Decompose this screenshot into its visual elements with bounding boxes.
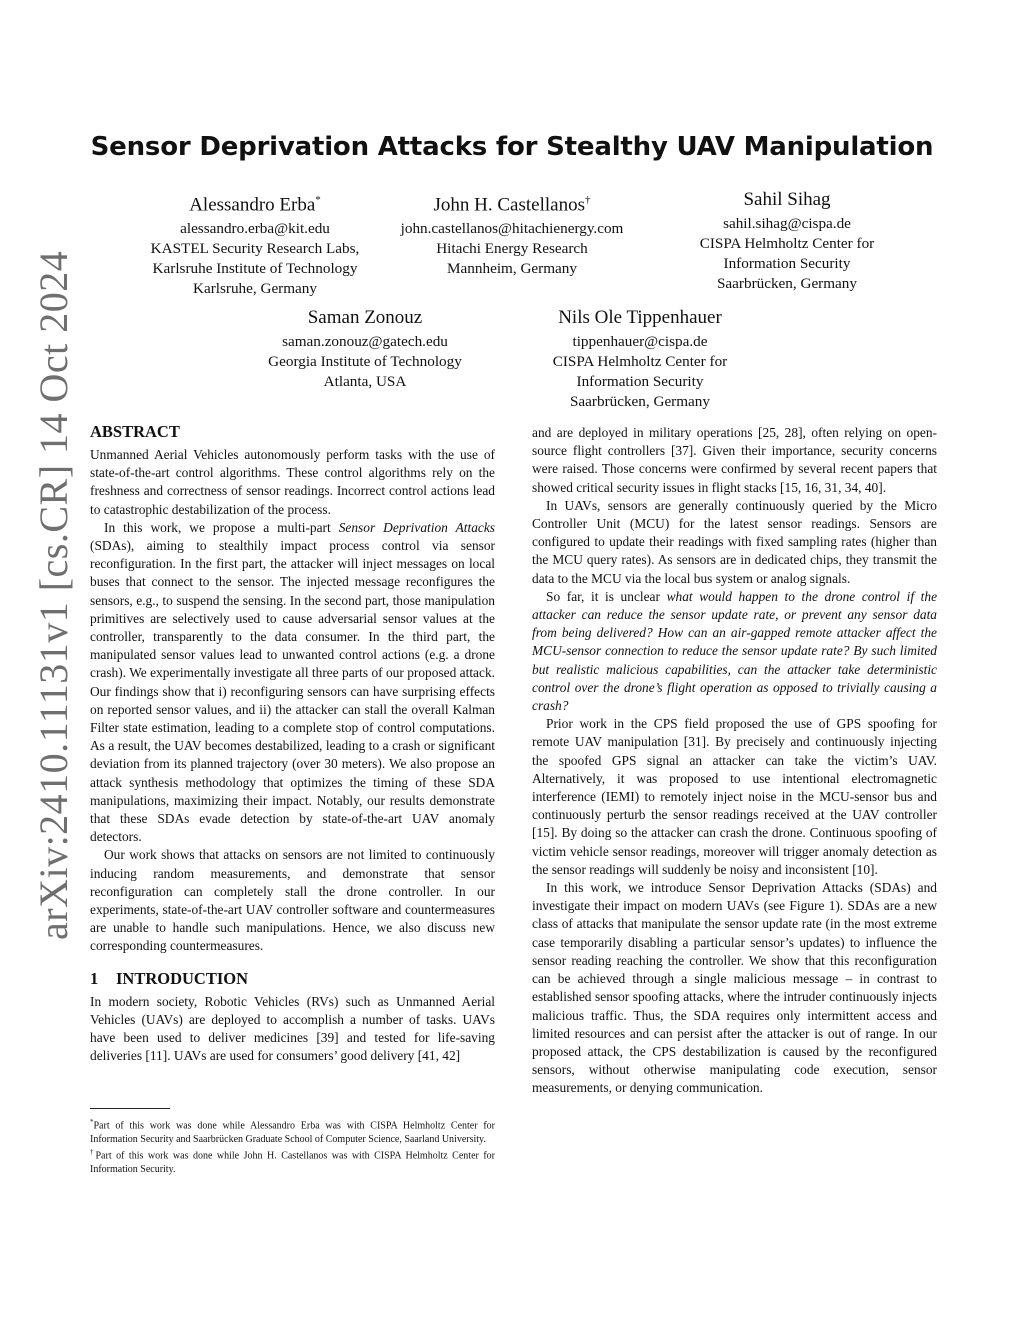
author-block	[225, 304, 505, 392]
right-column	[532, 424, 937, 1098]
author-name: Alessandro Erba*	[189, 194, 321, 216]
body-paragraph: Prior work in the CPS field proposed the use of GPS spoofing for remote UAV manipulation [31]. By precisely and continuously injecting the spoofed GPS signal an attacker can take the victim’s UAV. Alternatively, it was proposed to use intentional electromagnetic interference (IEMI) to remotely inject noise in the MCU-sensor bus and continuously perturb the sensor readings received at the UAV controller [15]. By doing so the attacker can crash the drone. Continuous spoofing of victim vehicle sensor readings, moreover will trigger anomaly detection as the sensor readings will suddenly be noisy and inconsistent [10].	[532, 716, 937, 877]
author-email: saman.zonouz@gatech.edu	[282, 333, 448, 350]
abstract-paragraph: In this work, we propose a multi-part Sensor Deprivation Attacks (SDAs), aiming to stealthily impact process control via sensor reconfiguration. In the first part, the attacker will inject messages on local buses that connect to the sensor. The injected message reconfigures the sensors, e.g., to suspend the sensing. In the second part, those manipulation primitives are selectively used to cause adversarial sensor values at the controller, transparently to the data consumer. In the third part, the manipulated sensor values lead to unwanted control actions (e.g. a drone crash). We experimentally investigate all three parts of our proposed attack. Our findings show that i) reconfiguring sensors can have surprising effects on reported sensor values, and ii) the attacker can stall the overall Kalman Filter state estimation, leading to a complete stop of control computations. As a result, the UAV becomes destabilized, leading to a crash or significant deviation from its planned trajectory (over 30 meters). We also propose an attack synthesis methodology that optimizes the timing of these SDA manipulations, maximizing their impact. Notably, our results demonstrate that these SDAs evade detection by state-of-the-art UAV anomaly detectors.	[90, 519, 496, 845]
abstract-paragraph: Unmanned Aerial Vehicles autonomously perform tasks with the use of state-of-the-art control algorithms. These control algorithms rely on the freshness and correctness of sensor readings. Incorrect control actions lead to catastrophic destabilization of the process.	[90, 447, 495, 517]
author-affiliation: Atlanta, USA	[323, 373, 407, 390]
arxiv-identifier: arXiv:2410.11131v1 [cs.CR] 14 Oct 2024	[31, 250, 76, 940]
author-affiliation: Mannheim, Germany	[447, 260, 577, 278]
author-block	[652, 186, 922, 294]
author-affiliation: KASTEL Security Research Labs,	[150, 240, 360, 258]
author-affiliation: Saarbrücken, Germany	[569, 393, 710, 410]
body-paragraph: So far, it is unclear what would happen to the drone control if the attacker can reduce the sensor update rate, or prevent any sensor data from being delivered? How can an air-gapped remote attacker affect the MCU-sensor connection to reduce the sensor update rate? By such limited but realistic malicious capabilities, can the attacker take deterministic control over the drone’s flight operation as opposed to trivially causing a crash?	[532, 588, 938, 714]
abstract-paragraph: Our work shows that attacks on sensors are not limited to continuously inducing random measurements, and demonstrate that sensor reconfiguration can completely stall the drone controller. In our experiments, state-of-the-art UAV controller software and countermeasures are unable to handle such manipulations. Hence, we also discuss new corresponding countermeasures.	[90, 847, 495, 954]
author-affiliation: Hitachi Energy Research	[436, 240, 588, 258]
author-name: John H. Castellanos†	[433, 194, 591, 216]
paper-title: Sensor Deprivation Attacks for Stealthy UAV Manipulation	[90, 132, 934, 162]
author-email: john.castellanos@hitachienergy.com	[400, 220, 624, 238]
author-affiliation: CISPA Helmholtz Center for	[552, 353, 728, 370]
footnote-rule	[90, 1108, 170, 1109]
body-paragraph: and are deployed in military operations [25, 28], often relying on open-source flight controllers [37]. Given their importance, security concerns were raised. Those concerns were confirmed by several recent papers that showed critical security issues in flight stacks [15, 16, 31, 34, 40].	[532, 425, 937, 495]
author-email: tippenhauer@cispa.de	[572, 333, 708, 350]
body-paragraph: In modern society, Robotic Vehicles (RVs) such as Unmanned Aerial Vehicles (UAVs) are deployed to accomplish a number of tasks. UAVs have been used to deliver medicines [39] and tested for life-saving deliveries [11]. UAVs are used for consumers’ good delivery [41, 42]	[90, 993, 495, 1064]
abstract-heading: ABSTRACT	[90, 422, 180, 441]
body-paragraph: In this work, we introduce Sensor Deprivation Attacks (SDAs) and investigate their impact on modern UAVs (see Figure 1). SDAs are a new class of attacks that manipulate the sensor update rate (in the most extreme case temporarily disabling a particular sensor’s updates) to influence the sensor reading reaching the controller. We show that this reconfiguration can be achieved through a single malicious message – in contrast to established sensor spoofing attacks, where the intruder continuously injects malicious traffic. Thus, the SDA requires only intermittent access and limited resources and can persist after the attacker is out of range. In our proposed attack, the CPS destabilization is caused by the reconfigured sensors, without otherwise manipulating code execution, sensor measurements, or denying communication.	[532, 880, 937, 1096]
author-affiliation: Georgia Institute of Technology	[268, 353, 462, 370]
footnote: *Part of this work was done while Alessandro Erba was with CISPA Helmholtz Center for Information Security and Saarbrücken Graduate School of Computer Science, Saarland University.	[90, 1118, 495, 1145]
footnote: †Part of this work was done while John H. Castellanos was with CISPA Helmholtz Center for Information Security.	[90, 1148, 495, 1175]
author-block	[500, 304, 780, 412]
body-paragraph: In UAVs, sensors are generally continuously queried by the Micro Controller Unit (MCU) for the latest sensor readings. Sensors are configured to update their readings with fixed sampling rates (higher than the MCU query rates). As sensors are in dedicated chips, they transmit the data to the MCU via the local bus system or analog signals.	[532, 497, 937, 586]
author-name: Nils Ole Tippenhauer	[558, 307, 722, 328]
author-affiliation: CISPA Helmholtz Center for	[699, 235, 875, 252]
author-email: sahil.sihag@cispa.de	[723, 215, 851, 232]
author-affiliation: Information Security	[576, 373, 704, 390]
section-heading: 1 INTRODUCTION	[90, 968, 249, 988]
author-email: alessandro.erba@kit.edu	[180, 220, 330, 238]
left-column	[90, 421, 495, 1066]
author-affiliation: Karlsruhe, Germany	[193, 280, 317, 298]
author-name: Saman Zonouz	[307, 307, 423, 328]
author-affiliation: Karlsruhe Institute of Technology	[152, 260, 358, 278]
author-affiliation: Information Security	[723, 255, 851, 272]
author-name: Sahil Sihag	[743, 189, 831, 210]
author-affiliation: Saarbrücken, Germany	[716, 275, 857, 292]
footnotes	[90, 1116, 495, 1176]
author-block	[362, 186, 662, 279]
